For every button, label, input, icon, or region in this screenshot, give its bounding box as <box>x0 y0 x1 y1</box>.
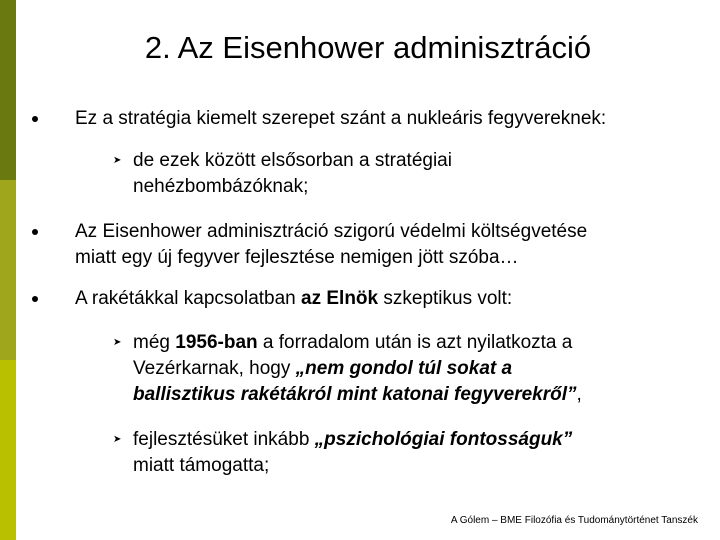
sub-bullet-3-line-2: miatt támogatta; <box>133 455 270 476</box>
sub-bullet-1-line-1: de ezek között elsősorban a stratégiai <box>133 150 452 171</box>
sub-bullet-2-line-1: még 1956-ban a forradalom után is azt nyilatkozta a <box>133 332 573 353</box>
sub-bullet-2-line-3: ballisztikus rakétákról mint katonai fegyverekről”, <box>133 384 582 405</box>
sidebar-segment-light <box>0 360 16 540</box>
slide-title: 2. Az Eisenhower adminisztráció <box>144 30 592 65</box>
bullet-2-line-1: Az Eisenhower adminisztráció szigorú védelmi költségvetése <box>75 221 588 242</box>
bullet-dot <box>32 296 38 302</box>
arrow-bullet-icon: ➤ <box>113 337 122 348</box>
bullet-text-1: Ez a stratégia kiemelt szerepet szánt a nukleáris fegyvereknek: <box>75 108 607 129</box>
sub-bullet-3-line-1: fejlesztésüket inkább „pszichológiai fontosságuk” <box>133 429 573 450</box>
bullet-2-line-2: miatt egy új fegyver fejlesztése nemigen jött szóba… <box>75 247 519 268</box>
bullet-3-text: A rakétákkal kapcsolatban az Elnök szkeptikus volt: <box>75 288 513 309</box>
decorative-sidebar <box>0 0 16 540</box>
arrow-bullet-icon: ➤ <box>113 434 122 445</box>
sub-bullet-1-line-2: nehézbombázóknak; <box>133 176 309 197</box>
arrow-bullet-icon: ➤ <box>113 155 122 166</box>
sidebar-segment-dark <box>0 0 16 180</box>
footer-credit: A Gólem – BME Filozófia és Tudománytörténet Tanszék <box>450 515 698 526</box>
bullet-dot <box>32 116 38 122</box>
bullet-dot <box>32 229 38 235</box>
sidebar-segment-mid <box>0 180 16 360</box>
sub-bullet-2-line-2: Vezérkarnak, hogy „nem gondol túl sokat a <box>133 358 513 379</box>
